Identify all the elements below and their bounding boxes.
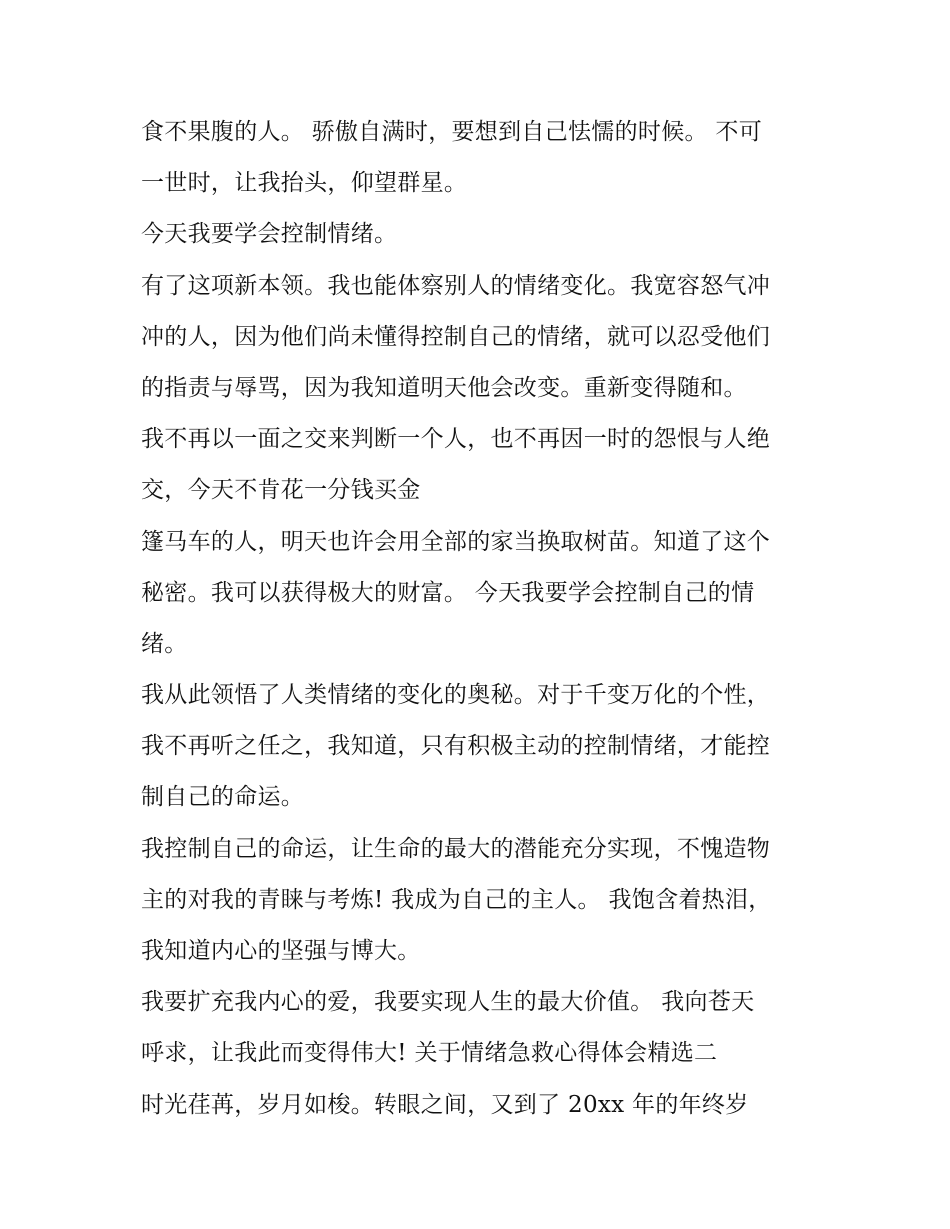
text-line: 食不果腹的人。 骄傲自满时，要想到自己怯懦的时候。 不可 — [141, 119, 763, 145]
text-line: 的指责与辱骂，因为我知道明天他会改变。重新变得随和。 — [141, 374, 747, 401]
text-line: 呼求，让我此而变得伟大! 关于情绪急救心得体会精选二 — [141, 1040, 718, 1067]
text-line: 时光荏苒，岁月如梭。转眼之间，又到了 20xx 年的年终岁 — [141, 1091, 749, 1118]
text-line: 冲的人，因为他们尚未懂得控制自己的情绪，就可以忍受他们 — [141, 323, 771, 350]
text-line: 交，今天不肯花一分钱买金 — [141, 477, 421, 504]
text-line: 我控制自己的命运，让生命的最大的潜能充分实现，不愧造物 — [141, 835, 771, 862]
text-line: 制自己的命运。 — [141, 784, 305, 811]
text-line: 我要扩充我内心的爱，我要实现人生的最大价值。 我向苍天 — [141, 989, 755, 1016]
text-line: 我不再听之任之，我知道，只有积极主动的控制情绪，才能控 — [141, 733, 771, 760]
text-line: 主的对我的青睐与考炼! 我成为自己的主人。 我饱含着热泪， — [141, 886, 772, 913]
text-line: 我知道内心的坚强与博大。 — [141, 938, 421, 964]
text-line: 篷马车的人，明天也许会用全部的家当换取树苗。知道了这个 — [141, 528, 771, 555]
text-line: 一世时，让我抬头，仰望群星。 — [141, 170, 468, 197]
text-line: 今天我要学会控制情绪。 — [141, 221, 398, 248]
text-line: 我不再以一面之交来判断一个人，也不再因一时的怨恨与人绝 — [141, 426, 771, 453]
document-body — [141, 107, 821, 1131]
text-line: 有了这项新本领。我也能体察别人的情绪变化。我宽容怒气冲 — [141, 272, 771, 299]
text-line: 秘密。我可以获得极大的财富。 今天我要学会控制自己的情 — [141, 579, 755, 606]
text-line: 绪。 — [141, 630, 188, 657]
text-line: 我从此领悟了人类情绪的变化的奥秘。对于千变万化的个性， — [141, 682, 771, 709]
